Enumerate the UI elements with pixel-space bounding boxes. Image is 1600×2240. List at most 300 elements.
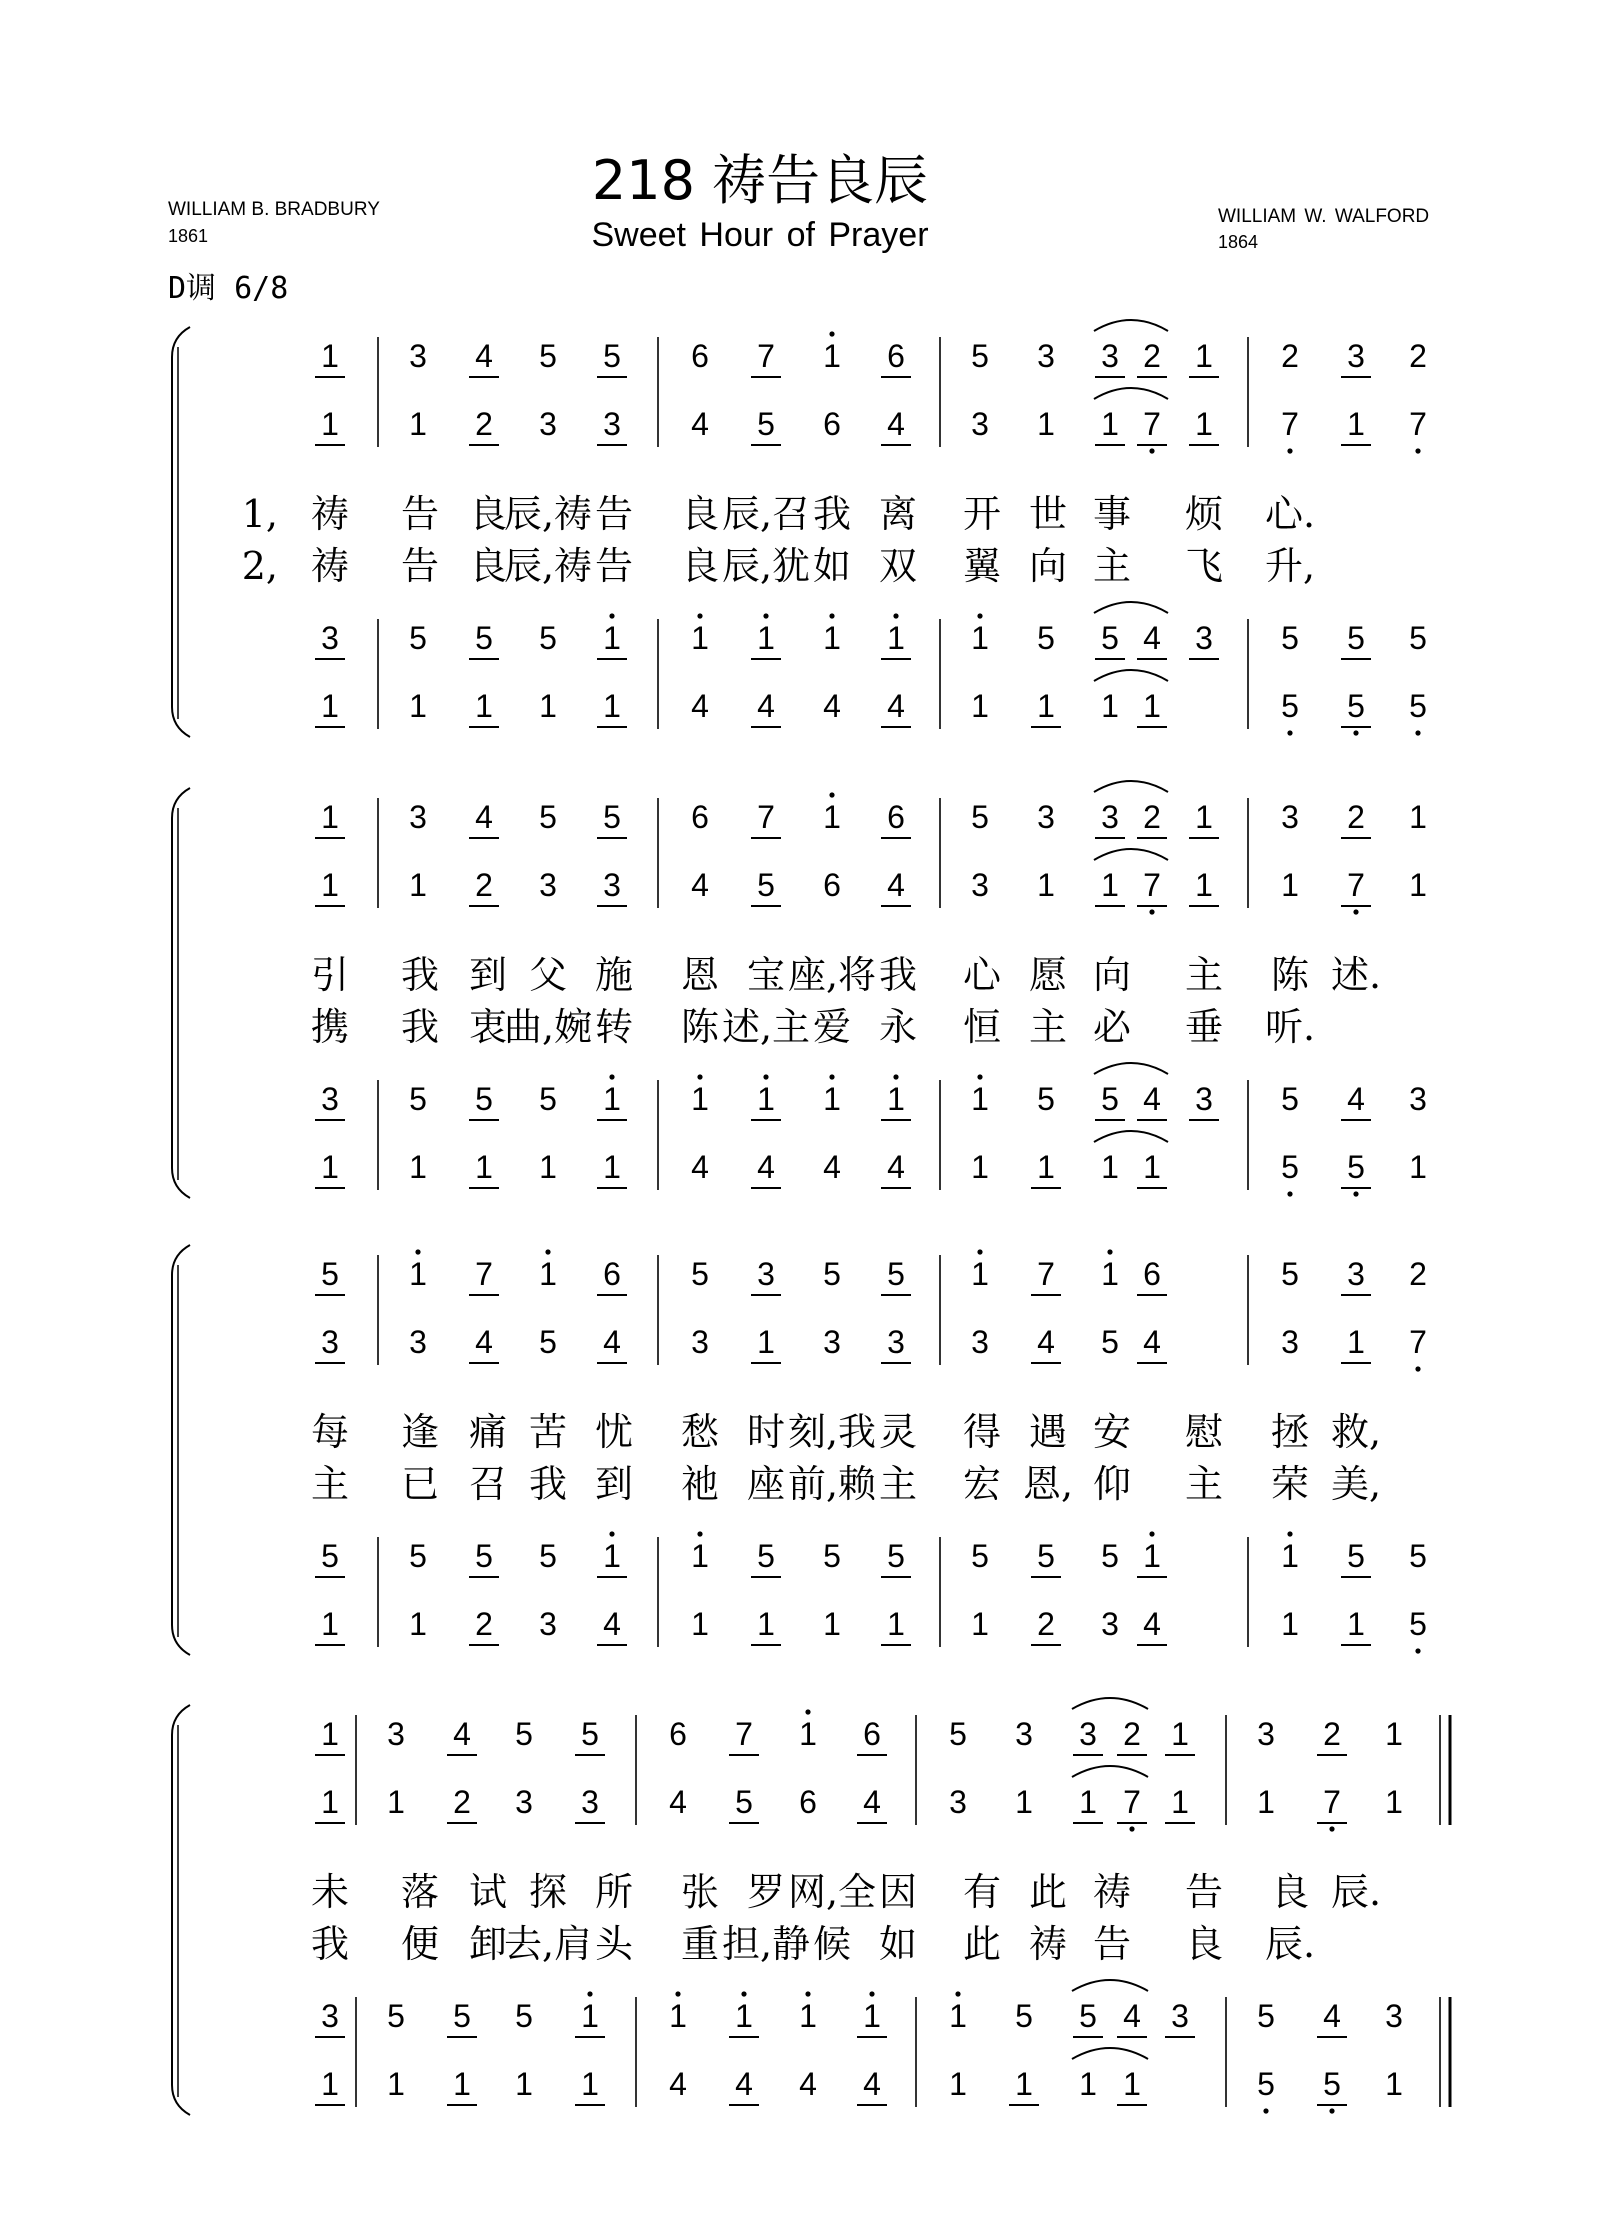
note: 1 — [581, 2066, 599, 2102]
note: 1 — [1409, 1149, 1427, 1185]
note: 5 — [823, 1256, 841, 1292]
note: 1 — [823, 799, 841, 835]
note: 1 — [1037, 406, 1055, 442]
octave-up-dot — [1107, 1249, 1112, 1254]
note: 3 — [515, 1784, 533, 1820]
composer-name: WILLIAM B. BRADBURY — [168, 199, 380, 220]
note: 1 — [539, 1256, 557, 1292]
lyric-syllable: 心 — [962, 953, 1002, 997]
note: 1 — [1143, 1149, 1161, 1185]
lyric-syllable: 良 — [1184, 1922, 1224, 1966]
note: 1 — [1409, 799, 1427, 835]
octave-down-dot — [1149, 909, 1154, 914]
note: 3 — [321, 620, 339, 656]
slur-arc — [1094, 781, 1168, 792]
note: 3 — [1347, 1256, 1365, 1292]
octave-up-dot — [609, 1531, 614, 1536]
note: 1 — [1143, 1538, 1161, 1574]
note: 5 — [949, 1716, 967, 1752]
note: 1 — [799, 1716, 817, 1752]
note: 4 — [887, 688, 905, 724]
note: 1 — [949, 1998, 967, 2034]
note: 3 — [1409, 1081, 1427, 1117]
lyric-syllable: 告 — [400, 492, 440, 536]
note: 4 — [1143, 620, 1161, 656]
lyric-syllable: 我 — [878, 953, 918, 997]
note: 1 — [1101, 688, 1119, 724]
lyric-syllable: 事 — [1092, 492, 1132, 536]
lyric-syllable: 担,静 — [721, 1922, 811, 1966]
lyric-syllable: 宏 — [962, 1462, 1002, 1506]
note: 1 — [409, 406, 427, 442]
lyric-syllable: 离 — [878, 492, 918, 536]
lyric-syllable: 主 — [310, 1462, 350, 1506]
lyric-syllable: 告 — [400, 544, 440, 588]
lyric-syllable: 施 — [594, 953, 634, 997]
note: 7 — [757, 799, 775, 835]
lyric-syllable: 辰,祷 — [503, 492, 593, 536]
note: 1 — [1195, 867, 1213, 903]
note: 1 — [321, 338, 339, 374]
note: 1 — [321, 1716, 339, 1752]
lyric-syllable: 向 — [1092, 953, 1132, 997]
slur-arc — [1072, 2048, 1148, 2059]
note: 5 — [1347, 688, 1365, 724]
lyric-syllable: 心. — [1264, 492, 1316, 536]
lyric-syllable: 述. — [1330, 953, 1382, 997]
note: 5 — [1347, 1538, 1365, 1574]
note: 3 — [823, 1324, 841, 1360]
octave-up-dot — [697, 1531, 702, 1536]
slur-arc — [1072, 1980, 1148, 1991]
lyric-syllable: 忧 — [594, 1410, 634, 1454]
lyric-syllable: 罗 — [746, 1870, 786, 1914]
note: 1 — [1281, 1538, 1299, 1574]
note: 4 — [475, 338, 493, 374]
note: 1 — [757, 1324, 775, 1360]
note: 1 — [971, 1256, 989, 1292]
note: 1 — [691, 620, 709, 656]
note: 5 — [539, 338, 557, 374]
lyric-syllable: 衷 — [468, 1005, 508, 1049]
note: 1 — [1281, 867, 1299, 903]
lyric-syllable: 便 — [400, 1922, 440, 1966]
note: 1 — [887, 1606, 905, 1642]
note: 5 — [887, 1538, 905, 1574]
note: 3 — [409, 1324, 427, 1360]
note: 4 — [863, 2066, 881, 2102]
note: 5 — [735, 1784, 753, 1820]
note: 5 — [539, 620, 557, 656]
note: 1 — [1195, 338, 1213, 374]
octave-down-dot — [1415, 730, 1420, 735]
octave-up-dot — [805, 1709, 810, 1714]
lyric-syllable: 慰 — [1184, 1410, 1224, 1454]
note: 1 — [691, 1081, 709, 1117]
note: 3 — [581, 1784, 599, 1820]
lyric-syllable: 恒 — [962, 1005, 1002, 1049]
lyric-syllable: 辰,祷 — [503, 544, 593, 588]
note: 4 — [1123, 1998, 1141, 2034]
lyric-syllable: 主 — [1184, 1462, 1224, 1506]
lyric-syllable: 恩 — [680, 953, 720, 997]
note: 5 — [1409, 688, 1427, 724]
note: 3 — [691, 1324, 709, 1360]
note: 3 — [1281, 799, 1299, 835]
lyric-syllable: 飞 — [1184, 544, 1224, 588]
note: 2 — [1143, 799, 1161, 835]
note: 1 — [321, 2066, 339, 2102]
lyric-syllable: 已 — [400, 1462, 440, 1506]
note: 5 — [475, 620, 493, 656]
note: 1 — [1385, 2066, 1403, 2102]
note: 1 — [581, 1998, 599, 2034]
note: 1 — [1101, 867, 1119, 903]
note: 5 — [515, 1716, 533, 1752]
slur-arc — [1094, 670, 1168, 681]
lyric-syllable: 所 — [594, 1870, 634, 1914]
octave-down-dot — [1353, 909, 1358, 914]
note: 6 — [691, 799, 709, 835]
note: 4 — [691, 1149, 709, 1185]
octave-up-dot — [977, 1249, 982, 1254]
lyric-syllable: 我 — [528, 1462, 568, 1506]
octave-up-dot — [609, 613, 614, 618]
lyric-syllable: 辰. — [1330, 1870, 1382, 1914]
note: 5 — [1281, 1081, 1299, 1117]
lyric-syllable: 我 — [400, 1005, 440, 1049]
note: 1 — [669, 1998, 687, 2034]
system-bracket — [172, 1705, 190, 2115]
note: 2 — [1409, 1256, 1427, 1292]
lyric-syllable: 告 — [1184, 1870, 1224, 1914]
note: 1 — [1347, 1324, 1365, 1360]
note: 5 — [453, 1998, 471, 2034]
lyric-syllable: 主 — [878, 1462, 918, 1506]
note: 5 — [409, 620, 427, 656]
lyric-syllable: 烦 — [1184, 492, 1224, 536]
note: 4 — [887, 867, 905, 903]
note: 4 — [1143, 1081, 1161, 1117]
note: 5 — [475, 1538, 493, 1574]
lyric-syllable: 陈 — [1270, 953, 1310, 997]
lyric-syllable: 安 — [1092, 1410, 1132, 1454]
octave-down-dot — [1263, 2108, 1268, 2113]
system-bracket — [172, 1245, 190, 1655]
note: 1 — [387, 1784, 405, 1820]
note: 1 — [735, 1998, 753, 2034]
note: 5 — [515, 1998, 533, 2034]
note: 1 — [453, 2066, 471, 2102]
lyric-syllable: 世 — [1028, 492, 1068, 536]
note: 3 — [1101, 1606, 1119, 1642]
lyric-syllable: 有 — [962, 1870, 1002, 1914]
lyric-syllable: 愁 — [680, 1410, 720, 1454]
note: 6 — [691, 338, 709, 374]
octave-down-dot — [1329, 2108, 1334, 2113]
note: 3 — [971, 1324, 989, 1360]
note: 1 — [1079, 1784, 1097, 1820]
note: 7 — [1409, 1324, 1427, 1360]
note: 1 — [1015, 1784, 1033, 1820]
note: 5 — [1281, 1149, 1299, 1185]
lyric-syllable: 我 — [310, 1922, 350, 1966]
note: 1 — [691, 1606, 709, 1642]
note: 5 — [1015, 1998, 1033, 2034]
note: 5 — [581, 1716, 599, 1752]
note: 5 — [887, 1256, 905, 1292]
lyric-syllable: 苦 — [528, 1410, 568, 1454]
octave-up-dot — [415, 1249, 420, 1254]
lyric-syllable: 祷 — [310, 544, 350, 588]
lyric-syllable: 宝 — [746, 953, 786, 997]
lyric-syllable: 因 — [878, 1870, 918, 1914]
note: 1 — [321, 799, 339, 835]
lyric-syllable: 到 — [594, 1462, 634, 1506]
lyric-syllable: 如 — [812, 544, 852, 588]
note: 5 — [757, 406, 775, 442]
octave-up-dot — [955, 1991, 960, 1996]
note: 7 — [1347, 867, 1365, 903]
note: 1 — [757, 1606, 775, 1642]
note: 1 — [539, 1149, 557, 1185]
note: 3 — [1037, 799, 1055, 835]
note: 1 — [823, 338, 841, 374]
note: 7 — [1143, 867, 1161, 903]
octave-up-dot — [829, 331, 834, 336]
octave-up-dot — [609, 1074, 614, 1079]
note: 4 — [603, 1606, 621, 1642]
note: 1 — [387, 2066, 405, 2102]
lyric-syllable: 开 — [962, 492, 1002, 536]
key-time-signature: D调 6/8 — [168, 271, 289, 306]
note: 1 — [1385, 1716, 1403, 1752]
note: 3 — [1101, 338, 1119, 374]
lyric-syllable: 引 — [310, 953, 350, 997]
octave-up-dot — [587, 1991, 592, 1996]
note: 1 — [1409, 867, 1427, 903]
note: 6 — [603, 1256, 621, 1292]
note: 2 — [1143, 338, 1161, 374]
note: 7 — [475, 1256, 493, 1292]
octave-up-dot — [763, 613, 768, 618]
note: 5 — [1257, 1998, 1275, 2034]
note: 6 — [887, 799, 905, 835]
octave-down-dot — [1353, 730, 1358, 735]
note: 1 — [1171, 1716, 1189, 1752]
note: 5 — [321, 1538, 339, 1574]
lyric-syllable: 升, — [1264, 544, 1316, 588]
note: 5 — [409, 1081, 427, 1117]
note: 4 — [757, 1149, 775, 1185]
octave-down-dot — [1287, 730, 1292, 735]
note: 3 — [1385, 1998, 1403, 2034]
octave-up-dot — [869, 1991, 874, 1996]
lyric-syllable: 告 — [594, 544, 634, 588]
note: 4 — [799, 2066, 817, 2102]
octave-up-dot — [829, 792, 834, 797]
note: 5 — [1037, 1538, 1055, 1574]
note: 3 — [321, 1324, 339, 1360]
note: 1 — [603, 1538, 621, 1574]
system-bracket — [172, 788, 190, 1198]
hymn-title: 218 祷告良辰 — [591, 149, 929, 212]
octave-up-dot — [741, 1991, 746, 1996]
note: 5 — [1079, 1998, 1097, 2034]
octave-up-dot — [805, 1991, 810, 1996]
octave-down-dot — [1149, 448, 1154, 453]
octave-down-dot — [1415, 1648, 1420, 1653]
note: 3 — [539, 406, 557, 442]
octave-up-dot — [1149, 1531, 1154, 1536]
note: 6 — [863, 1716, 881, 1752]
lyric-syllable: 救, — [1330, 1410, 1382, 1454]
lyric-syllable: 此 — [962, 1922, 1002, 1966]
note: 1 — [603, 688, 621, 724]
note: 1 — [1195, 799, 1213, 835]
note: 5 — [475, 1081, 493, 1117]
note: 3 — [321, 1081, 339, 1117]
note: 5 — [1409, 620, 1427, 656]
note: 3 — [1079, 1716, 1097, 1752]
lyric-syllable: 垂 — [1184, 1005, 1224, 1049]
note: 4 — [823, 1149, 841, 1185]
note: 5 — [971, 1538, 989, 1574]
note: 5 — [539, 1538, 557, 1574]
note: 4 — [1143, 1606, 1161, 1642]
slur-arc — [1094, 320, 1168, 331]
note: 5 — [1347, 1149, 1365, 1185]
note: 1 — [1037, 867, 1055, 903]
note: 1 — [799, 1998, 817, 2034]
note: 1 — [1257, 1784, 1275, 1820]
lyric-syllable: 此 — [1028, 1870, 1068, 1914]
note: 5 — [409, 1538, 427, 1574]
octave-down-dot — [1329, 1826, 1334, 1831]
note: 5 — [1281, 620, 1299, 656]
note: 2 — [475, 1606, 493, 1642]
octave-up-dot — [1287, 1531, 1292, 1536]
note: 1 — [971, 688, 989, 724]
note: 4 — [691, 867, 709, 903]
lyric-syllable: 我 — [400, 953, 440, 997]
hymn-subtitle: Sweet Hour of Prayer — [591, 216, 929, 254]
lyric-syllable: 美, — [1330, 1462, 1382, 1506]
note: 1 — [691, 1538, 709, 1574]
note: 5 — [1037, 1081, 1055, 1117]
octave-up-dot — [697, 1074, 702, 1079]
lyric-syllable: 头 — [594, 1922, 634, 1966]
note: 5 — [691, 1256, 709, 1292]
note: 6 — [887, 338, 905, 374]
note: 7 — [757, 338, 775, 374]
note: 3 — [1195, 620, 1213, 656]
note: 2 — [1281, 338, 1299, 374]
lyric-syllable: 述,主 — [721, 1005, 811, 1049]
note: 4 — [887, 406, 905, 442]
slur-arc — [1072, 1766, 1148, 1777]
lyric-syllable: 祷 — [310, 492, 350, 536]
note: 5 — [1347, 620, 1365, 656]
lyric-syllable: 重 — [680, 1922, 720, 1966]
note: 1 — [409, 1149, 427, 1185]
lyric-syllable: 主 — [1092, 544, 1132, 588]
octave-up-dot — [893, 613, 898, 618]
note: 1 — [409, 688, 427, 724]
lyric-syllable: 到 — [468, 953, 508, 997]
lyric-syllable: 探 — [528, 1870, 568, 1914]
note: 1 — [321, 1606, 339, 1642]
lyric-syllable: 仰 — [1092, 1462, 1132, 1506]
lyric-syllable: 告 — [1092, 1922, 1132, 1966]
note: 7 — [1037, 1256, 1055, 1292]
note: 5 — [539, 1324, 557, 1360]
system-bracket — [172, 327, 190, 737]
note: 5 — [1257, 2066, 1275, 2102]
note: 1 — [475, 1149, 493, 1185]
note: 1 — [971, 1081, 989, 1117]
note: 2 — [1123, 1716, 1141, 1752]
lyric-syllable: 卸 — [468, 1922, 508, 1966]
note: 1 — [321, 688, 339, 724]
lyric-syllable: 候 — [812, 1922, 852, 1966]
note: 3 — [539, 1606, 557, 1642]
note: 3 — [1037, 338, 1055, 374]
note: 7 — [1143, 406, 1161, 442]
lyric-syllable: 拯 — [1270, 1410, 1310, 1454]
note: 1 — [823, 1081, 841, 1117]
note: 1 — [757, 620, 775, 656]
note: 1 — [1079, 2066, 1097, 2102]
note: 6 — [823, 867, 841, 903]
note: 3 — [1347, 338, 1365, 374]
note: 3 — [409, 799, 427, 835]
octave-down-dot — [1287, 448, 1292, 453]
note: 3 — [1101, 799, 1119, 835]
octave-down-dot — [1415, 1366, 1420, 1371]
note: 1 — [1101, 1149, 1119, 1185]
note: 1 — [887, 1081, 905, 1117]
note: 3 — [1195, 1081, 1213, 1117]
note: 3 — [949, 1784, 967, 1820]
octave-up-dot — [763, 1074, 768, 1079]
lyric-syllable: 必 — [1092, 1005, 1132, 1049]
note: 4 — [453, 1716, 471, 1752]
note: 1 — [409, 1606, 427, 1642]
note: 6 — [799, 1784, 817, 1820]
note: 2 — [1347, 799, 1365, 835]
note: 5 — [1281, 688, 1299, 724]
note: 5 — [757, 1538, 775, 1574]
note: 1 — [1037, 688, 1055, 724]
note: 5 — [971, 799, 989, 835]
note: 1 — [321, 1149, 339, 1185]
note: 4 — [691, 406, 709, 442]
lyric-syllable: 良 — [680, 544, 720, 588]
note: 4 — [669, 1784, 687, 1820]
note: 5 — [603, 338, 621, 374]
note: 1 — [1143, 688, 1161, 724]
note: 4 — [1347, 1081, 1365, 1117]
note: 2 — [1409, 338, 1427, 374]
note: 1 — [887, 620, 905, 656]
note: 5 — [1101, 1324, 1119, 1360]
lyric-syllable: 灵 — [878, 1410, 918, 1454]
lyric-syllable: 网,全 — [787, 1870, 877, 1914]
lyric-syllable: 陈 — [680, 1005, 720, 1049]
lyric-syllable: 携 — [310, 1005, 350, 1049]
note: 5 — [971, 338, 989, 374]
